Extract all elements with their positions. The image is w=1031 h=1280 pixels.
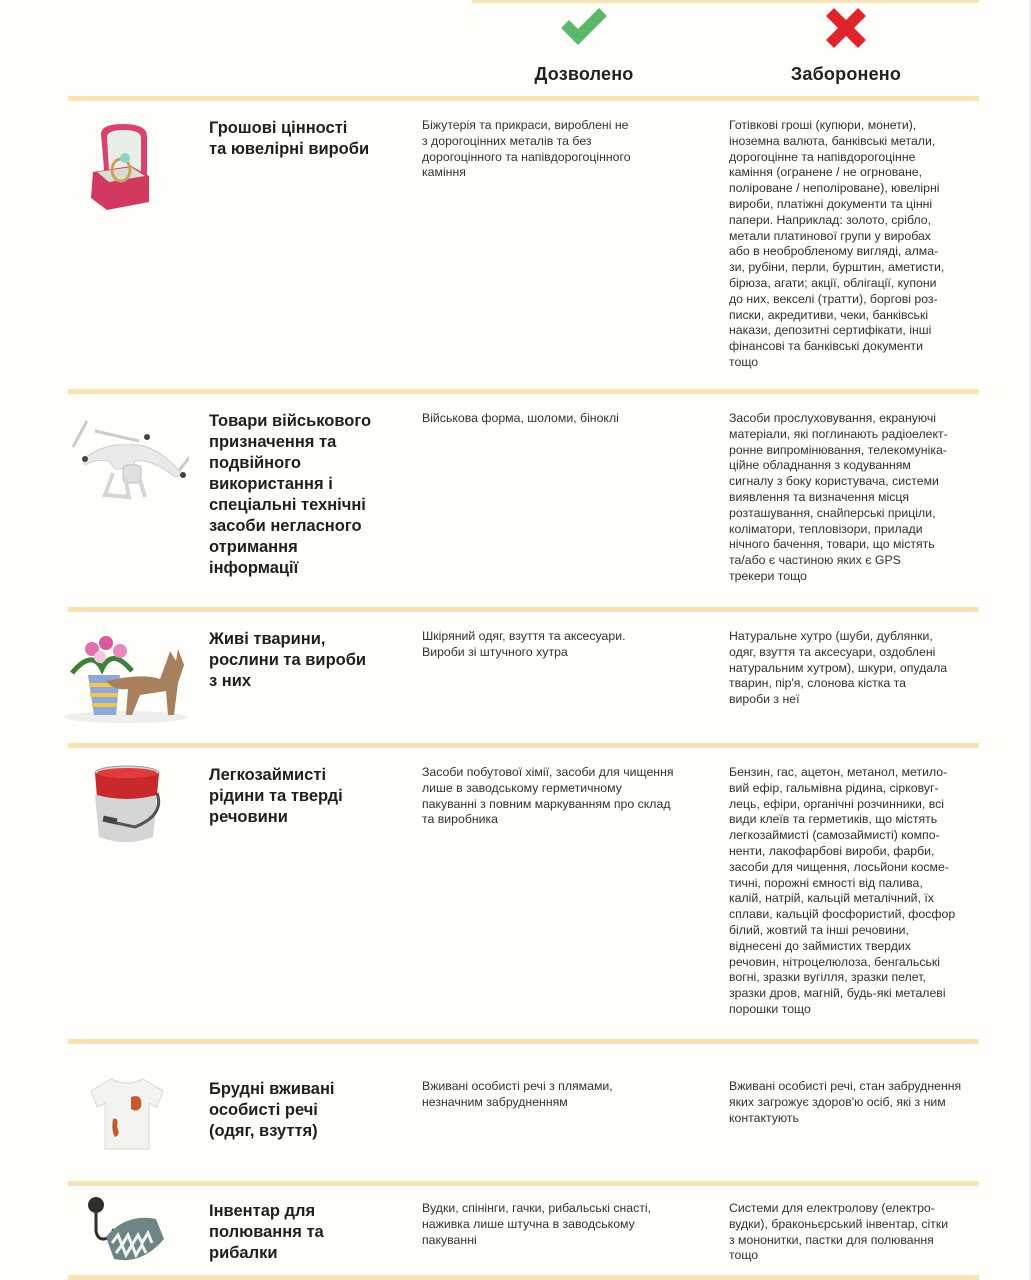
text-line: незначним забрудненням [422, 1094, 568, 1109]
text-line: Вживані особисті речі з плямами, [422, 1079, 613, 1093]
text-line: та ювелірні вироби [209, 140, 370, 158]
text-line: пакуванні [422, 1232, 477, 1247]
forbidden-text [729, 629, 989, 708]
text-line: метали платинової групи у виробах [729, 228, 931, 243]
hook-and-trap-icon [62, 1193, 192, 1267]
allowed-text [422, 629, 707, 661]
text-line: каміння (огранене / не огрноване, [729, 165, 923, 180]
text-line: калій, натрій, кальцій металічний, їх [729, 891, 934, 906]
text-line: виявлення та визначення місця [729, 489, 910, 504]
text-line: особисті речі [209, 1101, 318, 1119]
text-line: наживка лише штучна в заводському [422, 1216, 635, 1231]
text-line: речовини [209, 808, 288, 826]
text-line: рідини та тверді [209, 787, 343, 805]
category-title [209, 765, 404, 828]
row-divider [68, 1181, 979, 1186]
cross-icon [736, 8, 956, 54]
row-divider [68, 389, 979, 394]
forbidden-text [729, 765, 989, 1018]
text-line: пакуванні з повним маркуванням про склад [422, 796, 671, 811]
text-line: тварин, пір'я, слонова кістка та [729, 676, 906, 691]
text-line: одяг, взуття та аксесуари, оздоблені [729, 644, 936, 659]
text-line: ронне випромінювання, телекомуніка- [729, 442, 947, 457]
text-line: коліматори, тепловізори, прилади [729, 521, 923, 536]
text-line: Інвентар для [209, 1202, 316, 1220]
text-line: Живі тварини, [209, 630, 326, 648]
text-line: папери. Наприклад: золото, срібло, [729, 212, 932, 227]
text-line: Товари військового [209, 412, 372, 430]
text-line: полювання та [209, 1223, 324, 1241]
text-line: дорогоцінного та напівдорогоцінного [422, 149, 631, 164]
text-line: (одяг, взуття) [209, 1122, 318, 1140]
text-line: засоби негласного [209, 517, 362, 535]
allowed-column-header [474, 8, 694, 85]
text-line: вироби, платіжні документи та цінні [729, 196, 933, 211]
text-line: подвійного [209, 454, 301, 472]
text-line: сплави, кальцій фосфористий, фосфор [729, 907, 956, 922]
forbidden-label: Заборонено [790, 64, 902, 84]
text-line: поліроване / неполіроване), ювелірні [729, 181, 940, 196]
category-title [209, 118, 404, 160]
text-line: вогні, зразки вугілля, зразки пелет, [729, 970, 926, 985]
text-line: тощо [729, 354, 759, 369]
header-divider [68, 96, 979, 101]
text-line: вироби з неї [729, 692, 800, 707]
forbidden-text [729, 1079, 989, 1126]
text-line: види клеїв та герметиків, що містять [729, 812, 938, 827]
text-line: розташування, снайперські приціли, [729, 505, 936, 520]
text-line: Засоби прослуховування, екрануючі [729, 411, 937, 425]
text-line: яких загрожує здоров'ю осіб, які з ним [729, 1094, 946, 1109]
text-line: інформації [209, 559, 299, 577]
row-divider [68, 743, 979, 748]
category-title [209, 629, 404, 692]
text-line: Біжутерія та прикраси, вироблені не [422, 118, 629, 132]
allowed-text [422, 765, 707, 828]
text-line: Системи для електролову (електро- [729, 1201, 935, 1215]
category-title [209, 1079, 404, 1142]
forbidden-text [729, 411, 989, 585]
text-line: порошки тощо [729, 1001, 811, 1016]
drone-icon [62, 417, 192, 507]
text-line: каміння [422, 165, 466, 180]
text-line: Готівкові гроші (купюри, монети), [729, 118, 917, 132]
text-line: писки, акредитиви, чеки, банківські [729, 307, 929, 322]
cat-and-plant-icon [62, 629, 192, 725]
text-line: або в необробленому вигляді, алма- [729, 244, 939, 259]
paint-can-icon [62, 765, 192, 847]
text-line: до них, векселі (тратти), боргові роз- [729, 291, 938, 306]
bottom-divider [68, 1275, 979, 1280]
text-line: рибалки [209, 1244, 278, 1262]
text-line: Брудні вживані [209, 1080, 335, 1098]
text-line: з мононитки, пастки для полювання [729, 1232, 934, 1247]
text-line: білий, жовтий та інші речовини, [729, 922, 909, 937]
text-line: вий ефір, гальмівна рідина, сірковуг- [729, 780, 939, 795]
header-top-divider [472, 0, 979, 3]
text-line: Натуральне хутро (шуби, дублянки, [729, 629, 933, 643]
text-line: Грошові цінності [209, 119, 348, 137]
text-line: ненти, лакофарбові вироби, фарби, [729, 843, 935, 858]
text-line: бірюза, агати; акції, облігації, купони [729, 275, 937, 290]
text-line: отримання [209, 538, 298, 556]
text-line: Вживані особисті речі, стан забруднення [729, 1079, 962, 1093]
ring-box-icon [62, 122, 192, 212]
allowed-text [422, 1201, 707, 1248]
text-line: лець, ефіри, органічні розчинники, всі [729, 796, 944, 811]
text-line: Легкозаймисті [209, 766, 327, 784]
allowed-text [422, 1079, 707, 1111]
text-line: Військова форма, шоломи, біноклі [422, 411, 619, 425]
text-line: рослини та вироби [209, 651, 367, 669]
text-line: натуральним хутром), шкури, опудала [729, 660, 948, 675]
text-line: Бензин, гас, ацетон, метанол, метило- [729, 765, 948, 779]
stained-tshirt-icon [62, 1073, 192, 1153]
text-line: фінансові та банківські документи [729, 339, 923, 354]
text-line: зи, рубіни, перли, бурштин, аметисти, [729, 260, 945, 275]
check-icon [474, 8, 694, 54]
text-line: ційне обладнання з кодуванням [729, 458, 911, 473]
text-line: та виробника [422, 812, 499, 827]
forbidden-text [729, 118, 989, 371]
text-line: призначення та [209, 433, 337, 451]
text-line: речовин, нітроцелюлоза, бенгальські [729, 954, 940, 969]
allowed-text [422, 118, 707, 181]
text-line: сигналу з боку користувача, системи [729, 474, 939, 489]
text-line: іноземна валюта, банківські метали, [729, 133, 936, 148]
text-line: накази, депозитні сертифікати, інші [729, 323, 932, 338]
text-line: віднесені до займистих твердих [729, 938, 911, 953]
text-line: Шкіряний одяг, взуття та аксесуари. [422, 629, 626, 643]
allowed-label: Дозволено [534, 64, 634, 84]
row-divider [68, 1039, 979, 1044]
text-line: Вироби зі штучного хутра [422, 644, 568, 659]
text-line: Вудки, спінінги, гачки, рибальські снасті, [422, 1201, 652, 1215]
text-line: спеціальні технічні [209, 496, 366, 514]
text-line: з дорогоцінних металів та без [422, 133, 592, 148]
text-line: з них [209, 672, 252, 690]
text-line: легкозаймисті (самозаймисті) компо- [729, 828, 940, 843]
forbidden-text [729, 1201, 989, 1264]
text-line: вудки), браконьєрський інвентар, сітки [729, 1216, 949, 1231]
text-line: використання і [209, 475, 333, 493]
text-line: нічного бачення, товари, що містять [729, 537, 935, 552]
text-line: контактують [729, 1110, 799, 1125]
category-title [209, 1201, 404, 1264]
text-line: Засоби побутової хімії, засоби для чищення [422, 765, 674, 779]
text-line: засоби для чищення, лосьйони косме- [729, 859, 949, 874]
text-line: зразки дров, магній, будь-які металеві [729, 986, 946, 1001]
allowed-text [422, 411, 707, 427]
forbidden-column-header [736, 8, 956, 85]
text-line: тощо [729, 1248, 759, 1263]
text-line: тичні, порожні ємності від палива, [729, 875, 923, 890]
category-title [209, 411, 404, 579]
text-line: матеріали, які поглинають радіоелект- [729, 426, 948, 441]
text-line: та/або є частиною яких є GPS [729, 553, 901, 568]
text-line: трекери тощо [729, 568, 807, 583]
row-divider [68, 607, 979, 612]
text-line: лише в заводському герметичному [422, 780, 622, 795]
text-line: дорогоцінне та напівдорогоцінне [729, 149, 916, 164]
